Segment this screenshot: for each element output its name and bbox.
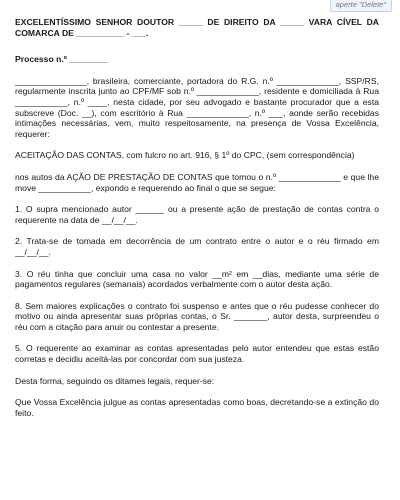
paragraph-item-8: 8. Sem maiores explicações o contrato foi suspenso e antes que o réu pudesse conhecer do motivo ou ainda apresentar suas próprias contas, o Sr. _______, autor desta, surpreendeu o réu com a citação para anuir ou contestar a presente.: [15, 300, 379, 332]
paragraph-qualification: _______________, brasileira, comerciante, portadora do R.G. n.º _____________, SSP/RS, regularmente inscrita junto ao CPF/MF sob n.º _____________, residente e domiciliada à Rua ___________, n.º ____, nesta cidade, por seu advogado e bastante procurador que a esta subscreve (Doc. __), com escritório à Rua _____________, n.º ___, aonde serão recebidas intimações necessárias, vem, muito respeitosamente, na presença de Vossa Excelência, requerer:: [15, 75, 379, 139]
paragraph-final-request: Que Vossa Excelência julgue as contas apresentadas como boas, decretando-se a extinção do feito.: [15, 397, 379, 418]
paragraph-item-5: 5. O requerente ao examinar as contas apresentadas pelo autor entendeu que estas estão corretas e decidiu aceitá-las por concordar com sua justeza.: [15, 343, 379, 365]
delete-tooltip: aperte "Delete": [330, 0, 392, 12]
paragraph-request-title: ACEITAÇÃO DAS CONTAS, com fulcro no art. 916, § 1º do CPC, (sem correspondência): [15, 150, 355, 161]
paragraph-request-intro: Desta forma, seguindo os ditames legais, requer-se:: [15, 375, 215, 386]
paragraph-item-1: 1. O supra mencionado autor ______ ou a presente ação de prestação de contas contra o requerente na data de __/__/__.: [15, 204, 379, 225]
process-number: Processo n.º ________: [15, 54, 108, 65]
document-heading: EXCELENTÍSSIMO SENHOR DOUTOR _____ DE DIREITO DA _____ VARA CÍVEL DA COMARCA DE __________ - ___.: [15, 17, 379, 38]
petition-document: [15, 17, 379, 426]
paragraph-item-3: 3. O réu tinha que concluir uma casa no valor __m² em __dias, mediante uma série de pagamentos regulares (semanais) acordados verbalmente com o autor desta ação.: [15, 268, 379, 290]
paragraph-item-2: 2. Trata-se de tomada em decorrência de um contrato entre o autor e o réu firmado em __/__/__.: [15, 236, 379, 257]
paragraph-case-reference: nos autos da AÇÃO DE PRESTAÇÃO DE CONTAS que tomou o n.º _____________ e que lhe move ___________, expondo e requerendo ao final o que se segue:: [15, 171, 379, 193]
